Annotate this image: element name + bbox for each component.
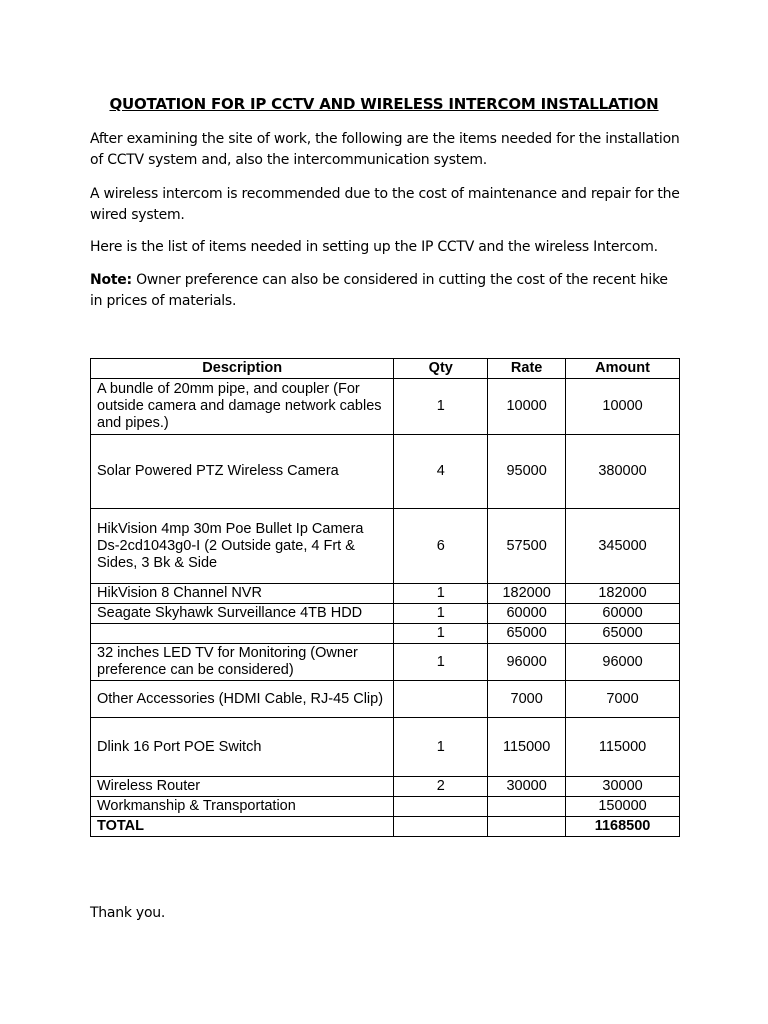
table-row xyxy=(91,624,680,644)
item-rate xyxy=(488,797,566,817)
item-qty: 1 xyxy=(394,718,488,777)
item-qty: 1 xyxy=(394,644,488,681)
header-qty: Qty xyxy=(394,359,488,379)
table-row xyxy=(91,681,680,718)
item-amount: 345000 xyxy=(566,509,680,584)
header-rate: Rate xyxy=(488,359,566,379)
item-description: A bundle of 20mm pipe, and coupler (For outside camera and damage network cables and pipes.) xyxy=(91,379,394,435)
total-row xyxy=(91,817,680,837)
item-amount: 380000 xyxy=(566,435,680,509)
total-qty-cell xyxy=(394,817,488,837)
item-description: Other Accessories (HDMI Cable, RJ-45 Clip) xyxy=(91,681,394,718)
header-description: Description xyxy=(91,359,394,379)
note-text: Owner preference can also be considered in cutting the cost of the recent hike in prices of materials. xyxy=(90,272,668,309)
item-description xyxy=(91,624,394,644)
table-row xyxy=(91,797,680,817)
header-amount: Amount xyxy=(566,359,680,379)
item-amount: 65000 xyxy=(566,624,680,644)
item-rate: 57500 xyxy=(488,509,566,584)
item-rate: 115000 xyxy=(488,718,566,777)
table-row xyxy=(91,584,680,604)
item-amount: 60000 xyxy=(566,604,680,624)
table-row xyxy=(91,718,680,777)
table-row xyxy=(91,509,680,584)
total-rate-cell xyxy=(488,817,566,837)
item-rate: 7000 xyxy=(488,681,566,718)
note-paragraph xyxy=(90,270,680,312)
item-qty: 1 xyxy=(394,604,488,624)
item-description: HikVision 4mp 30m Poe Bullet Ip Camera Ds-2cd1043g0-I (2 Outside gate, 4 Frt & Sides, 3 Bk & Side xyxy=(91,509,394,584)
item-description: Dlink 16 Port POE Switch xyxy=(91,718,394,777)
item-qty: 2 xyxy=(394,777,488,797)
item-amount: 182000 xyxy=(566,584,680,604)
total-amount: 1168500 xyxy=(566,817,680,837)
item-description: HikVision 8 Channel NVR xyxy=(91,584,394,604)
item-qty xyxy=(394,797,488,817)
intro-paragraph: After examining the site of work, the following are the items needed for the installation of CCTV system and, also the intercommunication system. xyxy=(90,131,680,168)
item-qty: 6 xyxy=(394,509,488,584)
item-qty: 1 xyxy=(394,584,488,604)
table-row xyxy=(91,777,680,797)
list-intro-paragraph: Here is the list of items needed in setting up the IP CCTV and the wireless Intercom. xyxy=(90,239,658,255)
item-rate: 30000 xyxy=(488,777,566,797)
recommendation-paragraph: A wireless intercom is recommended due to the cost of maintenance and repair for the wired system. xyxy=(90,186,680,223)
table-row xyxy=(91,435,680,509)
table-row xyxy=(91,379,680,435)
item-qty xyxy=(394,681,488,718)
item-amount: 30000 xyxy=(566,777,680,797)
item-amount: 115000 xyxy=(566,718,680,777)
item-description: Seagate Skyhawk Surveillance 4TB HDD xyxy=(91,604,394,624)
item-amount: 150000 xyxy=(566,797,680,817)
item-amount: 10000 xyxy=(566,379,680,435)
item-amount: 7000 xyxy=(566,681,680,718)
quotation-table xyxy=(90,358,680,837)
table-row xyxy=(91,644,680,681)
total-label: TOTAL xyxy=(91,817,394,837)
note-label: Note: xyxy=(90,272,132,288)
item-rate: 95000 xyxy=(488,435,566,509)
item-description: 32 inches LED TV for Monitoring (Owner preference can be considered) xyxy=(91,644,394,681)
item-rate: 65000 xyxy=(488,624,566,644)
item-rate: 182000 xyxy=(488,584,566,604)
item-rate: 10000 xyxy=(488,379,566,435)
table-header-row xyxy=(91,359,680,379)
closing-text: Thank you. xyxy=(90,905,166,921)
item-rate: 60000 xyxy=(488,604,566,624)
document-title: QUOTATION FOR IP CCTV AND WIRELESS INTERCOM INSTALLATION xyxy=(109,95,659,113)
item-description: Solar Powered PTZ Wireless Camera xyxy=(91,435,394,509)
item-amount: 96000 xyxy=(566,644,680,681)
item-qty: 1 xyxy=(394,379,488,435)
table-row xyxy=(91,604,680,624)
item-description: Wireless Router xyxy=(91,777,394,797)
item-qty: 1 xyxy=(394,624,488,644)
item-rate: 96000 xyxy=(488,644,566,681)
item-qty: 4 xyxy=(394,435,488,509)
item-description: Workmanship & Transportation xyxy=(91,797,394,817)
